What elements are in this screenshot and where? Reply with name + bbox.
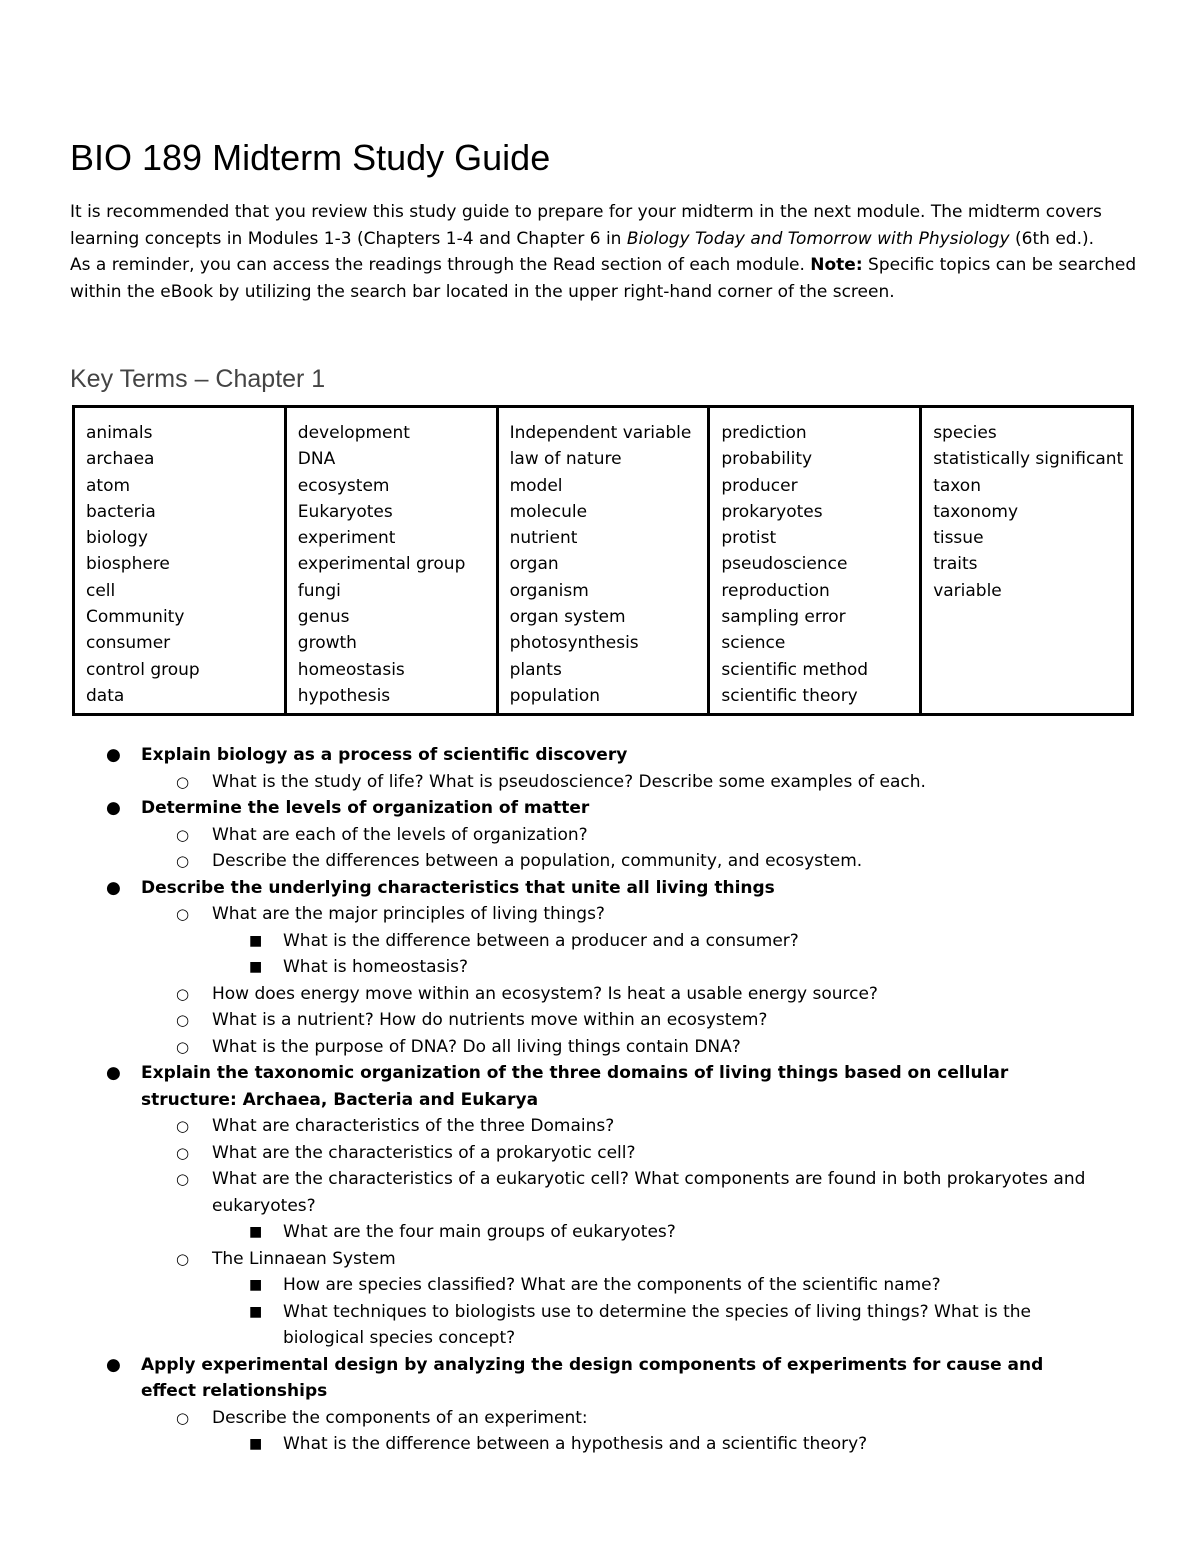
outline-text: What is the difference between a hypothesis and a scientific theory? (283, 1434, 868, 1454)
key-term: organ system (509, 607, 626, 628)
bullet-disc-icon: ● (106, 798, 121, 818)
key-term: animals (86, 423, 153, 443)
bullet-square-icon: ■ (249, 932, 263, 949)
key-term: prokaryotes (721, 501, 823, 522)
key-term: model (509, 475, 563, 496)
key-term: pseudoscience (721, 554, 848, 575)
key-term: homeostasis (297, 659, 405, 680)
key-term: cell (86, 580, 116, 601)
outline-text: What is the difference between a producer and a consumer? (283, 930, 799, 951)
key-terms-column (285, 407, 497, 715)
outline-question (0, 848, 1122, 875)
outline-question (0, 1166, 1122, 1219)
key-term: organism (509, 580, 589, 601)
intro-text-part: As a reminder, you can access the readings through the Read section of each module. (70, 255, 811, 275)
outline-objective (0, 1352, 1061, 1405)
key-term: archaea (86, 449, 155, 470)
outline-sublist-container (0, 822, 1200, 875)
bullet-circle-icon: ○ (176, 772, 190, 791)
key-term: sampling error (721, 607, 846, 628)
bullet-circle-icon: ○ (176, 852, 190, 870)
key-term: plants (509, 659, 562, 680)
bullet-disc-icon: ● (106, 1354, 121, 1375)
intro-text-part: It is recommended that you review this study guide to prepare for your midterm in the next module. The midterm covers learning concepts in Modules 1-3 (Chapters 1-4 and Chapter 6 in (70, 202, 1102, 249)
bullet-circle-icon: ○ (176, 1117, 190, 1135)
outline-list-level-3 (0, 1219, 1200, 1246)
outline-subquestion (0, 1431, 1043, 1458)
outline-list-level-2 (0, 822, 1200, 875)
key-terms-table (72, 405, 1134, 716)
outline-text: Describe the underlying characteristics that unite all living things (141, 877, 775, 898)
outline-sublist-container (0, 928, 1200, 981)
key-term: biosphere (86, 554, 170, 575)
bullet-square-icon: ■ (249, 1277, 263, 1293)
outline-list-level-2 (0, 1405, 1200, 1458)
key-term: Community (86, 607, 185, 628)
bullet-circle-icon: ○ (176, 1143, 190, 1162)
key-term: reproduction (721, 580, 830, 601)
key-terms-column (921, 407, 1133, 715)
outline-sublist-container (0, 1113, 1200, 1352)
key-term: bacteria (86, 501, 156, 522)
key-term: hypothesis (297, 685, 391, 706)
outline-text: How does energy move within an ecosystem? Is heat a usable energy source? (212, 983, 878, 1004)
outline-text: The Linnaean System (212, 1248, 396, 1269)
bullet-square-icon: ■ (249, 1436, 263, 1452)
key-term: molecule (509, 501, 588, 522)
outline-question (0, 769, 1122, 796)
outline-text: What are the major principles of living things? (212, 904, 605, 924)
outline-text: Explain biology as a process of scientific discovery (141, 745, 628, 765)
bullet-circle-icon: ○ (176, 984, 190, 1003)
outline-subquestion (0, 1219, 1043, 1246)
key-term: scientific theory (721, 685, 858, 706)
outline-text: Apply experimental design by analyzing the design components of experiments for cause and effect relationships (141, 1354, 1044, 1401)
outline-question (0, 1007, 1122, 1034)
outline-list-level-3 (0, 1431, 1200, 1458)
outline-question (0, 1113, 1122, 1140)
outline-text: What are the four main groups of eukaryotes? (283, 1222, 676, 1242)
key-term: fungi (297, 580, 341, 601)
key-term: taxonomy (933, 501, 1019, 522)
bullet-square-icon: ■ (249, 1224, 263, 1240)
bullet-circle-icon: ○ (176, 905, 190, 923)
bullet-disc-icon: ● (106, 1063, 121, 1083)
bullet-circle-icon: ○ (176, 1408, 190, 1427)
key-term: protist (721, 528, 777, 549)
key-term: growth (297, 633, 357, 654)
intro-text (70, 199, 1140, 305)
outline-list-level-3 (0, 1272, 1200, 1352)
outline-text: What are the characteristics of a prokaryotic cell? (212, 1142, 636, 1163)
key-terms-column (497, 407, 709, 715)
key-term: population (509, 685, 601, 706)
key-term: probability (721, 449, 813, 470)
key-term: nutrient (509, 528, 578, 549)
key-term: variable (933, 580, 1002, 601)
key-term: scientific method (721, 659, 869, 680)
outline-text: What are each of the levels of organization? (212, 824, 588, 845)
outline-text: Determine the levels of organization of matter (141, 798, 590, 818)
key-term: Eukaryotes (297, 501, 393, 522)
outline-question (0, 981, 1122, 1008)
bullet-disc-icon: ● (106, 745, 121, 765)
outline-text: What are characteristics of the three Domains? (212, 1116, 615, 1136)
intro-paragraph-2 (70, 252, 1140, 305)
outline-text: Explain the taxonomic organization of the three domains of living things based on cellular structure: Archaea, Bacteria and Eukarya (141, 1063, 1009, 1110)
key-terms-column (74, 407, 286, 715)
outline-text: What are the characteristics of a eukaryotic cell? What components are found in both prokaryotes and eukaryotes? (212, 1169, 1086, 1216)
key-term: experiment (297, 528, 396, 549)
textbook-title: Biology Today and Tomorrow with Physiology (626, 228, 1010, 249)
key-terms-column (709, 407, 921, 715)
key-term: consumer (86, 633, 171, 654)
outline-text: What is the study of life? What is pseudoscience? Describe some examples of each. (212, 771, 926, 792)
bullet-circle-icon: ○ (176, 1170, 190, 1188)
key-term: DNA (297, 449, 336, 470)
key-term: photosynthesis (509, 633, 639, 654)
outline-objective (0, 742, 1061, 769)
key-term: genus (297, 607, 350, 628)
outline-sublist-container (0, 769, 1200, 796)
outline-text: What is homeostasis? (283, 957, 469, 977)
bullet-disc-icon: ● (106, 877, 121, 898)
outline-text: Describe the components of an experiment: (212, 1407, 588, 1428)
outline-subquestion (0, 954, 1043, 981)
key-term: species (933, 423, 997, 443)
outline-list-level-2 (0, 1113, 1200, 1352)
outline-text: What techniques to biologists use to determine the species of living things? What is the biological species concept? (283, 1301, 1032, 1348)
key-term: development (297, 423, 410, 443)
outline-text: How are species classified? What are the components of the scientific name? (283, 1275, 941, 1295)
outline-list-level-2 (0, 901, 1200, 1060)
outline-text: Describe the differences between a population, community, and ecosystem. (212, 851, 863, 871)
outline-list-level-3 (0, 928, 1200, 981)
outline-sublist-container (0, 901, 1200, 1060)
outline-subquestion (0, 928, 1043, 955)
outline-sublist-container (0, 1405, 1200, 1458)
key-term: law of nature (509, 449, 622, 470)
page-title: BIO 189 Midterm Study Guide (70, 137, 551, 178)
key-term: control group (86, 659, 200, 680)
key-term: organ (509, 554, 559, 575)
bullet-circle-icon: ○ (176, 825, 190, 844)
outline-question (0, 822, 1122, 849)
study-outline (0, 742, 1200, 1458)
note-label: Note: (810, 255, 863, 275)
intro-text-part: Specific topics can be searched within the eBook by utilizing the search bar located in the upper right-hand corner of the screen. (70, 255, 1137, 302)
outline-sublist-container (0, 1272, 1200, 1352)
outline-question (0, 1405, 1122, 1432)
outline-sublist-container (0, 1431, 1200, 1458)
key-term: producer (721, 475, 798, 496)
bullet-circle-icon: ○ (176, 1011, 190, 1029)
bullet-square-icon: ■ (249, 959, 263, 975)
key-term: experimental group (297, 554, 466, 575)
key-term: taxon (933, 475, 981, 496)
key-terms-heading: Key Terms – Chapter 1 (70, 365, 326, 393)
key-term: data (86, 685, 125, 706)
key-term: ecosystem (297, 475, 390, 496)
key-term: atom (86, 475, 131, 496)
outline-question (0, 1034, 1122, 1061)
outline-list-level-1 (0, 742, 1200, 1458)
key-term: tissue (933, 528, 984, 549)
outline-subquestion (0, 1272, 1043, 1299)
outline-question (0, 901, 1122, 928)
outline-text: What is a nutrient? How do nutrients move within an ecosystem? (212, 1010, 768, 1030)
bullet-circle-icon: ○ (176, 1037, 190, 1056)
outline-question (0, 1140, 1122, 1167)
intro-text-part: (6th ed.). (1009, 228, 1095, 249)
key-term: biology (86, 528, 148, 549)
key-term: Independent variable (509, 423, 692, 443)
outline-objective (0, 875, 1061, 902)
intro-paragraph-1 (70, 199, 1140, 252)
outline-question (0, 1246, 1122, 1273)
key-term: science (721, 633, 786, 654)
bullet-circle-icon: ○ (176, 1249, 190, 1268)
outline-objective (0, 1060, 1061, 1113)
outline-text: What is the purpose of DNA? Do all living things contain DNA? (212, 1036, 741, 1057)
key-terms-row (74, 407, 1133, 715)
key-term: statistically significant (933, 449, 1124, 470)
outline-objective (0, 795, 1061, 822)
outline-subquestion (0, 1299, 1043, 1352)
key-term: traits (933, 554, 978, 575)
bullet-square-icon: ■ (249, 1303, 263, 1320)
outline-list-level-2 (0, 769, 1200, 796)
key-term: prediction (721, 423, 807, 443)
outline-sublist-container (0, 1219, 1200, 1246)
